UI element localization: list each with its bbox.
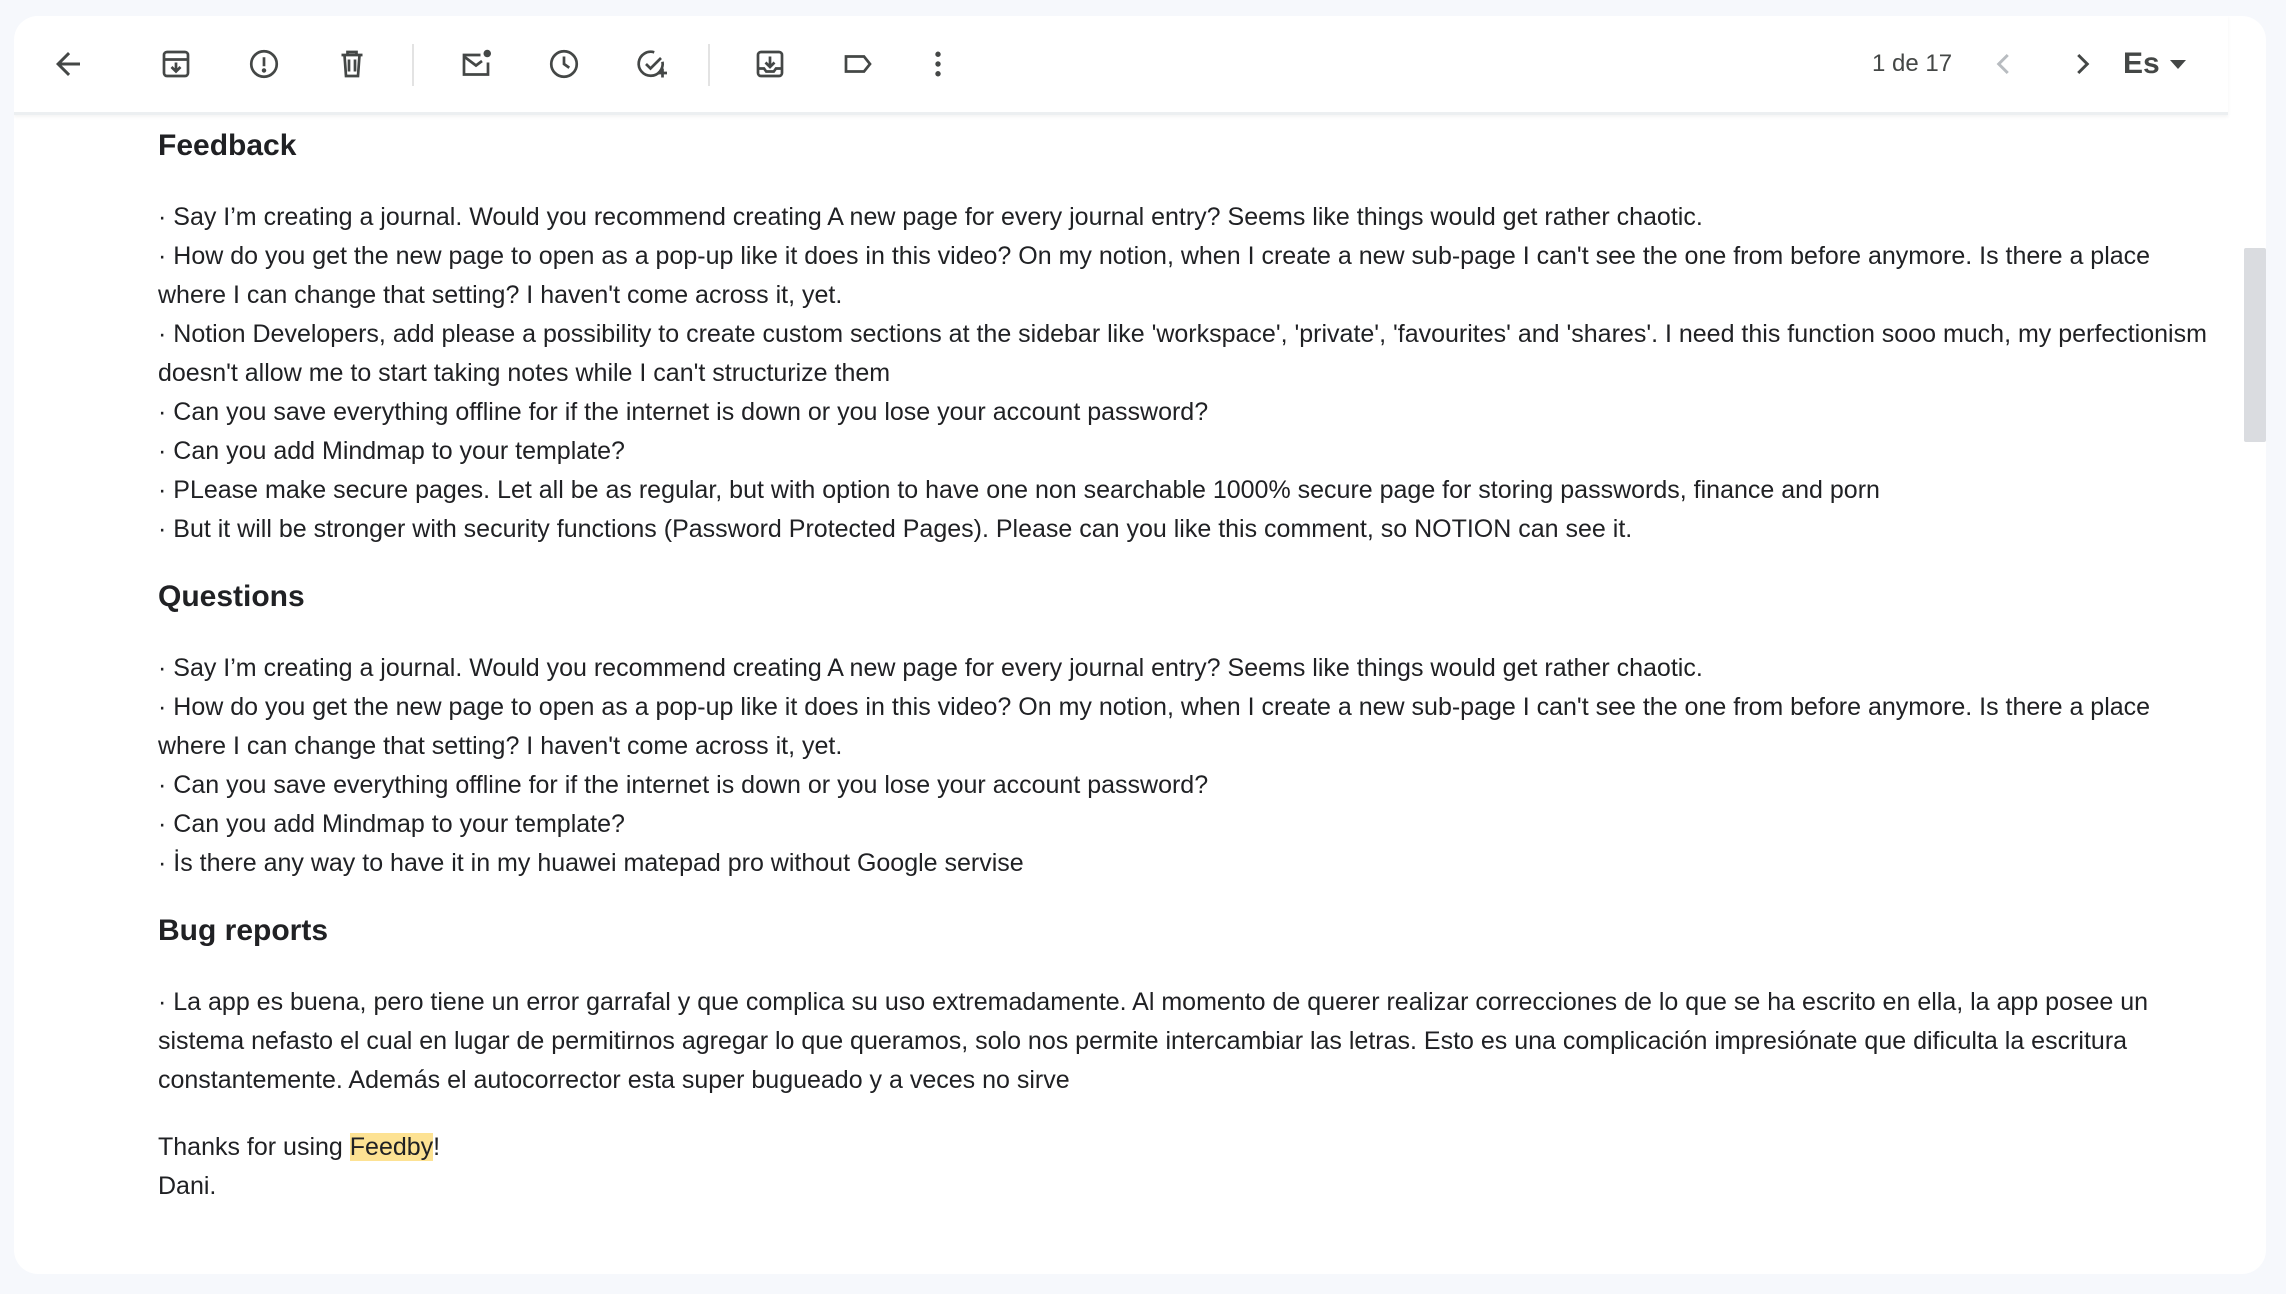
- thanks-prefix: Thanks for using: [158, 1133, 350, 1161]
- section-title: Questions: [158, 580, 305, 613]
- list-item: · Notion Developers, add please a possibility to create custom sections at the sidebar like 'workspace', 'private', 'favourites' and 'shares'. I need this function sooo much, my perfectionism doesn't allow me to start taking notes while I can't structurize them: [158, 320, 2207, 387]
- feedback-section: [158, 126, 2218, 549]
- list-item: · Can you save everything offline for if the internet is down or you lose your account password?: [158, 771, 1209, 799]
- previous-icon[interactable]: [1980, 40, 2028, 88]
- next-icon[interactable]: [2058, 40, 2106, 88]
- pagination-text: 1 de 17: [1872, 50, 1953, 77]
- list-item: · La app es buena, pero tiene un error garrafal y que complica su uso extremadamente. Al momento de querer realizar correcciones de lo que se ha escrito en ella, la app posee un sistema nefasto el cual en lugar de permitirnos agregar lo que queramos, solo nos permite intercambiar las letras. Esto es una complicación impresiónate que dificulta la escritura constantemente. Además el autocorrector esta super bugueado y a veces no sirve: [158, 988, 2149, 1094]
- section-title: Feedback: [158, 129, 297, 162]
- language-label: Es: [2123, 47, 2160, 80]
- list-item: · İs there any way to have it in my huawei matepad pro without Google servise: [158, 849, 1024, 877]
- report-spam-icon[interactable]: [240, 40, 288, 88]
- list-item: · How do you get the new page to open as a pop-up like it does in this video? On my notion, when I create a new sub-page I can't see the one from before anymore. Is there a place where I can change that setting? I haven't come across it, yet.: [158, 693, 2151, 760]
- email-body: [158, 126, 2218, 1206]
- delete-icon[interactable]: [328, 40, 376, 88]
- sender-name: Dani.: [158, 1172, 217, 1200]
- scrollbar-thumb[interactable]: [2244, 248, 2266, 442]
- list-item: · How do you get the new page to open as a pop-up like it does in this video? On my notion, when I create a new sub-page I can't see the one from before anymore. Is there a place where I can change that setting? I haven't come across it, yet.: [158, 242, 2151, 309]
- add-task-icon[interactable]: [628, 40, 676, 88]
- section-title: Bug reports: [158, 914, 329, 947]
- list-item: · PLease make secure pages. Let all be as regular, but with option to have one non searchable 1000% secure page for storing passwords, finance and porn: [158, 476, 1880, 504]
- toolbar-divider: [412, 44, 414, 86]
- thanks-line: [158, 1128, 2218, 1167]
- toolbar: [14, 16, 2228, 115]
- list-item: · Can you add Mindmap to your template?: [158, 437, 625, 465]
- list-item: · Say I’m creating a journal. Would you recommend creating A new page for every journal entry? Seems like things would get rather chaotic.: [158, 654, 1703, 682]
- more-icon[interactable]: [914, 40, 962, 88]
- archive-icon[interactable]: [152, 40, 200, 88]
- toolbar-divider: [708, 44, 710, 86]
- thanks-suffix: !: [433, 1133, 441, 1161]
- list-item: · Can you add Mindmap to your template?: [158, 810, 625, 838]
- label-icon[interactable]: [834, 40, 882, 88]
- snooze-icon[interactable]: [540, 40, 588, 88]
- language-selector[interactable]: [2123, 42, 2186, 86]
- chevron-down-icon: [2170, 60, 2186, 69]
- bug-reports-section: [158, 911, 2218, 1100]
- move-to-icon[interactable]: [746, 40, 794, 88]
- signoff: [158, 1128, 2218, 1206]
- list-item: · Can you save everything offline for if the internet is down or you lose your account password?: [158, 398, 1209, 426]
- email-window: [14, 16, 2266, 1274]
- list-item: · Say I’m creating a journal. Would you recommend creating A new page for every journal entry? Seems like things would get rather chaotic.: [158, 203, 1703, 231]
- back-icon[interactable]: [44, 40, 92, 88]
- list-item: · But it will be stronger with security functions (Password Protected Pages). Please can you like this comment, so NOTION can see it.: [158, 515, 1633, 543]
- questions-section: [158, 577, 2218, 883]
- brand-highlight: Feedby: [349, 1133, 434, 1161]
- mark-unread-icon[interactable]: [452, 40, 500, 88]
